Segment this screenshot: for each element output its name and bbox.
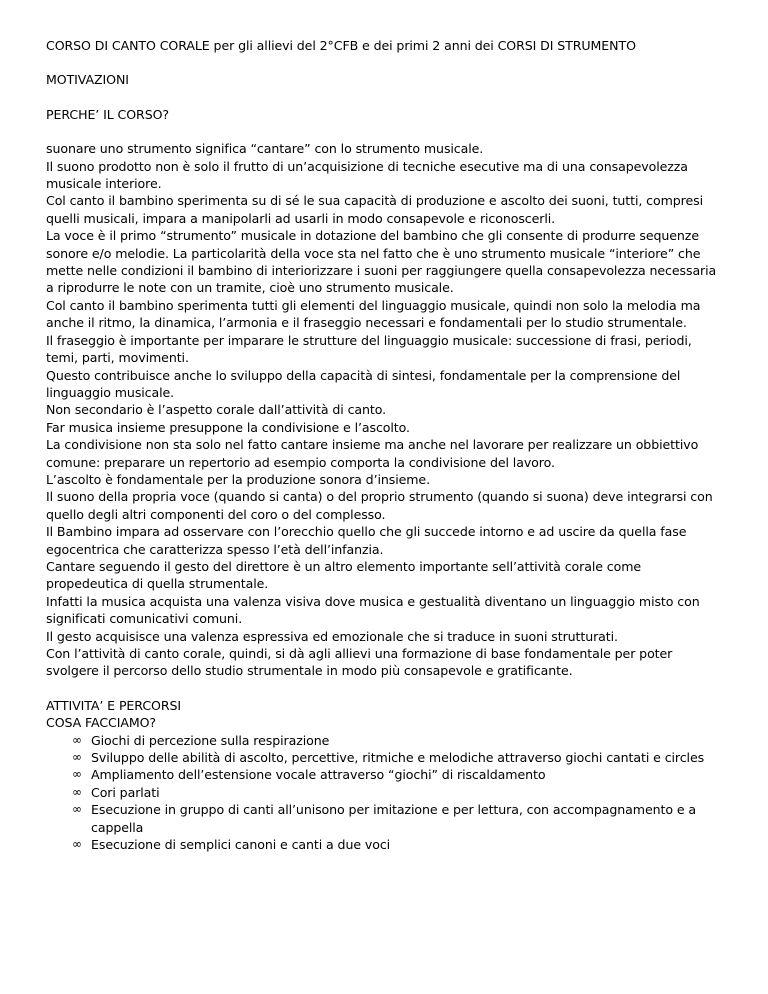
paragraph: Il gesto acquisisce una valenza espressiva ed emozionale che si traduce in suoni strutturati. — [46, 628, 618, 644]
list-item — [46, 836, 726, 853]
list-item-text: Esecuzione in gruppo di canti all’unisono per imitazione e per lettura, con accompagnamento e a cappella — [91, 802, 696, 835]
paragraph: Il Bambino impara ad osservare con l’orecchio quello che gli succede intorno e ad uscire da quella fase egocentrica che caratterizza spesso l’età dell’infanzia. — [46, 524, 687, 557]
infinity-bullet-icon: ∞ — [72, 802, 82, 817]
paragraph: Con l’attività di canto corale, quindi, si dà agli allievi una formazione di base fondamentale per poter svolgere il percorso dello studio strumentale in modo più consapevole e gratificante. — [46, 646, 673, 679]
paragraph: La voce è il primo “strumento” musicale in dotazione del bambino che gli consente di produrre sequenze sonore e/o melodie. La particolarità della voce sta nel fatto che è uno strumento musicale “interiore” che mette nelle condizioni il bambino di interiorizzare i suoni per raggiungere quella consapevolezza necessaria a riprodurre le note con un tramite, cioè uno strumento musicale. — [46, 228, 717, 296]
paragraph: Il suono prodotto non è solo il frutto di un’acquisizione di tecniche esecutive ma di una consapevolezza musicale interiore. — [46, 158, 688, 192]
paragraph: Il fraseggio è importante per imparare le strutture del linguaggio musicale: successione di frasi, periodi, temi, parti, movimenti. — [46, 332, 692, 366]
section-heading-motivazioni: MOTIVAZIONI — [46, 72, 129, 88]
activities-list — [46, 732, 726, 854]
paragraph: Col canto il bambino sperimenta tutti gli elementi del linguaggio musicale, quindi non solo la melodia ma anche il ritmo, la dinamica, l’armonia e il fraseggio necessari e fondamentali per lo studio strumentale. — [46, 297, 701, 331]
list-item — [46, 732, 726, 749]
paragraph: Cantare seguendo il gesto del direttore è un altro elemento importante sell’attività corale come propedeutica di quella strumentale. — [46, 558, 642, 592]
paragraph: Far musica insieme presuppone la condivisione e l’ascolto. — [46, 419, 410, 435]
list-item-text: Giochi di percezione sulla respirazione — [91, 732, 330, 748]
question-perche-il-corso: PERCHE’ IL CORSO? — [46, 106, 169, 122]
paragraph: Col canto il bambino sperimenta su di sé le sua capacità di produzione e ascolto dei suoni, tutti, compresi quelli musicali, impara a manipolarli ad usarli in modo consapevole e riconoscerli. — [46, 193, 703, 226]
infinity-bullet-icon: ∞ — [72, 767, 82, 782]
list-item-text: Cori parlati — [91, 784, 160, 800]
list-item-text: Esecuzione di semplici canoni e canti a due voci — [91, 837, 391, 853]
list-item-text: Ampliamento dell’estensione vocale attraverso “giochi” di riscaldamento — [91, 767, 546, 783]
list-item — [46, 801, 726, 836]
infinity-bullet-icon: ∞ — [72, 732, 82, 747]
paragraph: Non secondario è l’aspetto corale dall’attività di canto. — [46, 402, 387, 418]
infinity-bullet-icon: ∞ — [72, 750, 82, 765]
document-page — [46, 37, 726, 853]
paragraph: suonare uno strumento significa “cantare” con lo strumento musicale. — [46, 141, 484, 157]
paragraph: Infatti la musica acquista una valenza visiva dove musica e gestualità diventano un linguaggio misto con significati comunicativi comuni. — [46, 593, 700, 627]
document-title: CORSO DI CANTO CORALE per gli allievi del 2°CFB e dei primi 2 anni dei CORSI DI STRUMENTO — [46, 38, 636, 53]
section-heading-attivita: ATTIVITA’ E PERCORSI — [46, 697, 181, 713]
paragraph: L’ascolto è fondamentale per la produzione sonora d’insieme. — [46, 471, 430, 487]
list-item — [46, 766, 726, 783]
question-cosa-facciamo: COSA FACCIAMO? — [46, 715, 157, 731]
infinity-bullet-icon: ∞ — [72, 837, 82, 852]
list-item — [46, 749, 726, 766]
motivazioni-body — [46, 140, 726, 680]
list-item-text: Sviluppo delle abilità di ascolto, percettive, ritmiche e melodiche attraverso giochi cantati e circles — [91, 750, 705, 766]
list-item — [46, 784, 726, 801]
paragraph: Questo contribuisce anche lo sviluppo della capacità di sintesi, fondamentale per la comprensione del linguaggio musicale. — [46, 367, 681, 400]
paragraph: Il suono della propria voce (quando si canta) o del proprio strumento (quando si suona) deve integrarsi con quello degli altri componenti del coro o del complesso. — [46, 489, 713, 522]
paragraph: La condivisione non sta solo nel fatto cantare insieme ma anche nel lavorare per realizzare un obbiettivo comune: preparare un repertorio ad esempio comporta la condivisione del lavoro. — [46, 437, 699, 470]
infinity-bullet-icon: ∞ — [72, 784, 82, 799]
